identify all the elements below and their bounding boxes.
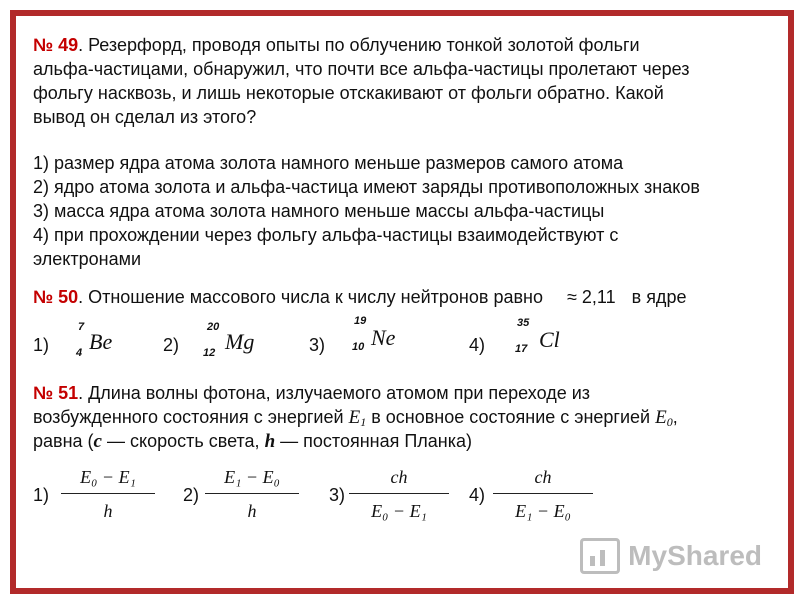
q51-e1-sub: 1 — [360, 415, 367, 429]
q50-option-1-mass: 7 — [78, 321, 85, 333]
q50-option-3-symbol: Ne — [371, 325, 396, 350]
q51-text-2a: возбужденного состояния с энергией — [33, 407, 344, 427]
q49-answer-1: 1) размер ядра атома золота намного меньше размеров самого атома — [33, 153, 624, 173]
q51-e0-sub: 0 — [666, 415, 673, 429]
q50-option-4 — [469, 317, 579, 357]
q51-option-3-denominator: E₀ − E₁ — [371, 501, 427, 521]
q51-option-1-bar — [61, 493, 155, 494]
q51-e0 — [655, 407, 673, 428]
q51-e1 — [349, 407, 367, 428]
q51-e0-letter: E — [655, 407, 667, 428]
q50-option-3-label: 3) — [309, 335, 326, 355]
q51-option-2-numerator: E₁ − E₀ — [224, 467, 280, 487]
q51-option-3-bar — [349, 493, 449, 494]
chart-bars-icon — [580, 538, 620, 574]
q51-c: c — [93, 431, 102, 452]
q50-option-1-label: 1) — [33, 335, 50, 355]
q51-line-1 — [33, 381, 590, 405]
q51-h: h — [264, 431, 276, 452]
q51-option-2-label: 2) — [183, 485, 200, 505]
q51-e1-letter: E — [348, 407, 361, 428]
q51-option-1-numerator: E₀ − E₁ — [80, 467, 136, 487]
q49-text-2: альфа-частицами, обнаружил, что почти все альфа-частицы пролетают через — [33, 59, 690, 79]
q50-option-4-symbol: Cl — [539, 327, 560, 352]
q50-line — [33, 285, 686, 309]
q50-option-3 — [309, 315, 419, 355]
q51-option-2 — [183, 467, 313, 537]
q51-option-4-numerator: ch — [534, 467, 552, 487]
q49-answer-3: 3) масса ядра атома золота намного меньше массы альфа-частицы — [33, 201, 605, 221]
q50-option-3-charge: 10 — [352, 341, 365, 353]
q50-option-4-label: 4) — [469, 335, 486, 355]
q50-option-2 — [163, 323, 273, 363]
q51-text-1: . Длина волны фотона, излучаемого атомом при переходе из — [78, 383, 591, 403]
q50-approx: ≈ 2,11 — [567, 287, 616, 307]
q51-option-4-denominator: E₁ − E₀ — [515, 501, 571, 521]
q51-text-2b: в основное состояние с энергией — [371, 407, 651, 427]
q50-option-4-mass: 35 — [517, 317, 530, 329]
q50-option-1-charge: 4 — [76, 347, 83, 359]
q49-text-3: фольгу насквозь, и лишь некоторые отскакивают от фольги обратно. Какой — [33, 83, 664, 103]
q51-option-2-denominator: h — [247, 501, 257, 521]
q51-option-4-bar — [493, 493, 593, 494]
q51-option-1 — [33, 467, 163, 537]
q51-option-3-numerator: ch — [390, 467, 408, 487]
watermark-text: MyShared — [628, 540, 762, 571]
q49-text-1: . Резерфорд, проводя опыты по облучению тонкой золотой фольги — [78, 35, 640, 55]
q51-option-4-label: 4) — [469, 485, 486, 505]
q49-answer-4-cont: электронами — [33, 249, 142, 269]
q51-option-4 — [469, 467, 599, 537]
q51-text-2-end: , — [672, 407, 678, 427]
q51-option-3-label: 3) — [329, 485, 346, 505]
watermark — [580, 538, 762, 574]
q49-answer-2: 2) ядро атома золота и альфа-частица имеют заряды противоположных знаков — [33, 177, 700, 197]
q50-option-3-mass: 19 — [354, 315, 367, 327]
q50-text: . Отношение массового числа к числу нейтронов равно — [78, 287, 543, 307]
q49-line-1 — [33, 33, 640, 57]
q50-option-1 — [33, 323, 133, 363]
q50-option-2-mass: 20 — [207, 321, 220, 333]
q51-option-1-denominator: h — [103, 501, 113, 521]
q49-number: № 49 — [33, 35, 79, 55]
q51-text-3c: — постоянная Планка) — [280, 431, 473, 451]
slide-content — [33, 33, 773, 553]
q50-option-2-label: 2) — [163, 335, 180, 355]
q51-option-1-label: 1) — [33, 485, 50, 505]
q51-line-3 — [33, 429, 472, 454]
q51-text-3a: равна ( — [33, 431, 94, 451]
q50-tail: в ядре — [631, 287, 687, 307]
q51-number: № 51 — [33, 383, 79, 403]
q49-text-4: вывод он сделал из этого? — [33, 107, 257, 127]
q50-option-1-symbol: Be — [89, 329, 113, 354]
q51-option-2-bar — [205, 493, 299, 494]
q50-number: № 50 — [33, 287, 79, 307]
q50-option-2-symbol: Mg — [225, 329, 255, 354]
q50-option-2-charge: 12 — [203, 347, 216, 359]
q50-option-4-charge: 17 — [515, 343, 528, 355]
q49-answer-4: 4) при прохождении через фольгу альфа-частицы взаимодействуют с — [33, 225, 619, 245]
q51-text-3b: — скорость света, — [106, 431, 260, 451]
q51-option-3 — [329, 467, 459, 537]
